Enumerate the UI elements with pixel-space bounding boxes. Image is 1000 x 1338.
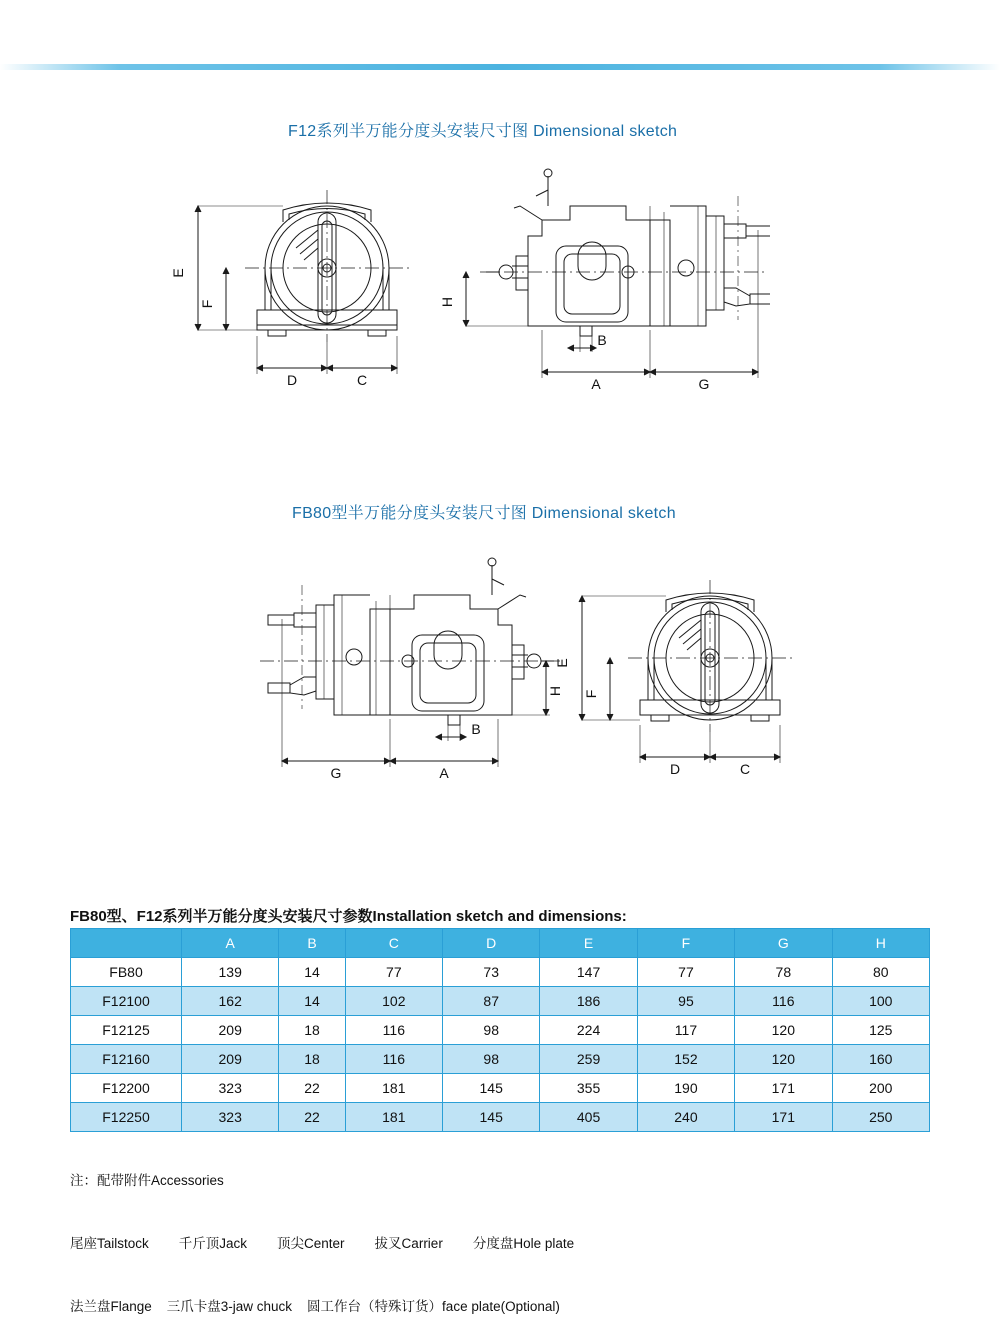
cell-B: 14 <box>279 987 345 1016</box>
cell-model: F12125 <box>71 1016 182 1045</box>
cell-E: 224 <box>540 1016 637 1045</box>
cell-B: 18 <box>279 1016 345 1045</box>
cell-D: 87 <box>443 987 540 1016</box>
cell-C: 102 <box>345 987 442 1016</box>
table-header-F: F <box>637 929 734 958</box>
table-header-model <box>71 929 182 958</box>
cell-model: F12100 <box>71 987 182 1016</box>
cell-B: 22 <box>279 1103 345 1132</box>
table-header-C: C <box>345 929 442 958</box>
cell-D: 98 <box>443 1016 540 1045</box>
header-rule <box>0 64 1000 70</box>
dim-label-H: H <box>439 296 455 308</box>
cell-A: 323 <box>182 1103 279 1132</box>
cell-model: F12200 <box>71 1074 182 1103</box>
table-header-row <box>71 929 930 958</box>
table-header-B: B <box>279 929 345 958</box>
cell-F: 77 <box>637 958 734 987</box>
dim-label-G: G <box>698 376 710 392</box>
cell-G: 171 <box>735 1103 832 1132</box>
notes-line-3: 法兰盘Flange 三爪卡盘3-jaw chuck 圆工作台（特殊订货）face plate(Optional) <box>70 1299 560 1314</box>
dim-label-A-2: A <box>439 765 449 781</box>
cell-H: 200 <box>832 1074 929 1103</box>
cell-G: 78 <box>735 958 832 987</box>
cell-H: 100 <box>832 987 929 1016</box>
cell-A: 162 <box>182 987 279 1016</box>
cell-D: 98 <box>443 1045 540 1074</box>
table-header-H: H <box>832 929 929 958</box>
cell-model: FB80 <box>71 958 182 987</box>
cell-C: 116 <box>345 1016 442 1045</box>
cell-H: 125 <box>832 1016 929 1045</box>
cell-E: 147 <box>540 958 637 987</box>
cell-A: 209 <box>182 1016 279 1045</box>
dim-label-D: D <box>286 372 298 388</box>
cell-B: 22 <box>279 1074 345 1103</box>
dim-label-D-2: D <box>669 761 681 777</box>
drawing-fb80 <box>140 545 860 815</box>
section-title-f12: F12系列半万能分度头安装尺寸图 Dimensional sketch <box>288 123 678 140</box>
cell-D: 145 <box>443 1103 540 1132</box>
table-header-A: A <box>182 929 279 958</box>
dim-label-B: B <box>597 332 607 348</box>
cell-model: F12250 <box>71 1103 182 1132</box>
table-row <box>71 987 930 1016</box>
dim-label-H-2: H <box>547 685 563 697</box>
cell-C: 116 <box>345 1045 442 1074</box>
dim-label-G-2: G <box>330 765 342 781</box>
cell-B: 14 <box>279 958 345 987</box>
section-title-fb80: FB80型半万能分度头安装尺寸图 Dimensional sketch <box>292 505 676 522</box>
cell-A: 139 <box>182 958 279 987</box>
cell-B: 18 <box>279 1045 345 1074</box>
cell-F: 240 <box>637 1103 734 1132</box>
table-row <box>71 958 930 987</box>
cell-E: 186 <box>540 987 637 1016</box>
cell-F: 95 <box>637 987 734 1016</box>
table-header-G: G <box>735 929 832 958</box>
cell-E: 355 <box>540 1074 637 1103</box>
table-row <box>71 1016 930 1045</box>
drawing-f12 <box>150 160 770 410</box>
cell-C: 77 <box>345 958 442 987</box>
cell-H: 80 <box>832 958 929 987</box>
cell-G: 116 <box>735 987 832 1016</box>
cell-E: 259 <box>540 1045 637 1074</box>
cell-C: 181 <box>345 1074 442 1103</box>
dim-label-C-2: C <box>739 761 751 777</box>
cell-D: 145 <box>443 1074 540 1103</box>
cell-E: 405 <box>540 1103 637 1132</box>
cell-G: 120 <box>735 1045 832 1074</box>
dim-label-F-2: F <box>583 689 599 699</box>
cell-F: 152 <box>637 1045 734 1074</box>
dim-label-E-2: E <box>554 658 570 668</box>
dim-label-C: C <box>356 372 368 388</box>
dim-label-F: F <box>199 299 215 309</box>
notes-line-2: 尾座Tailstock 千斤顶Jack 顶尖Center 拔叉Carrier 分度盘Hole plate <box>70 1236 575 1251</box>
dim-label-B-2: B <box>471 721 481 737</box>
cell-model: F12160 <box>71 1045 182 1074</box>
cell-A: 323 <box>182 1074 279 1103</box>
accessories-notes <box>70 1128 574 1338</box>
cell-G: 171 <box>735 1074 832 1103</box>
cell-H: 250 <box>832 1103 929 1132</box>
cell-C: 181 <box>345 1103 442 1132</box>
table-header-E: E <box>540 929 637 958</box>
cell-H: 160 <box>832 1045 929 1074</box>
cell-F: 117 <box>637 1016 734 1045</box>
cell-G: 120 <box>735 1016 832 1045</box>
table-caption: FB80型、F12系列半万能分度头安装尺寸参数Installation sketch and dimensions: <box>70 908 627 925</box>
cell-A: 209 <box>182 1045 279 1074</box>
cell-D: 73 <box>443 958 540 987</box>
table-header-D: D <box>443 929 540 958</box>
cell-F: 190 <box>637 1074 734 1103</box>
table-row <box>71 1074 930 1103</box>
dim-label-E: E <box>170 268 186 278</box>
dim-label-A: A <box>591 376 601 392</box>
table-row <box>71 1045 930 1074</box>
notes-line-1: 注：配带附件Accessories <box>70 1173 224 1188</box>
dimensions-table <box>70 928 930 1132</box>
